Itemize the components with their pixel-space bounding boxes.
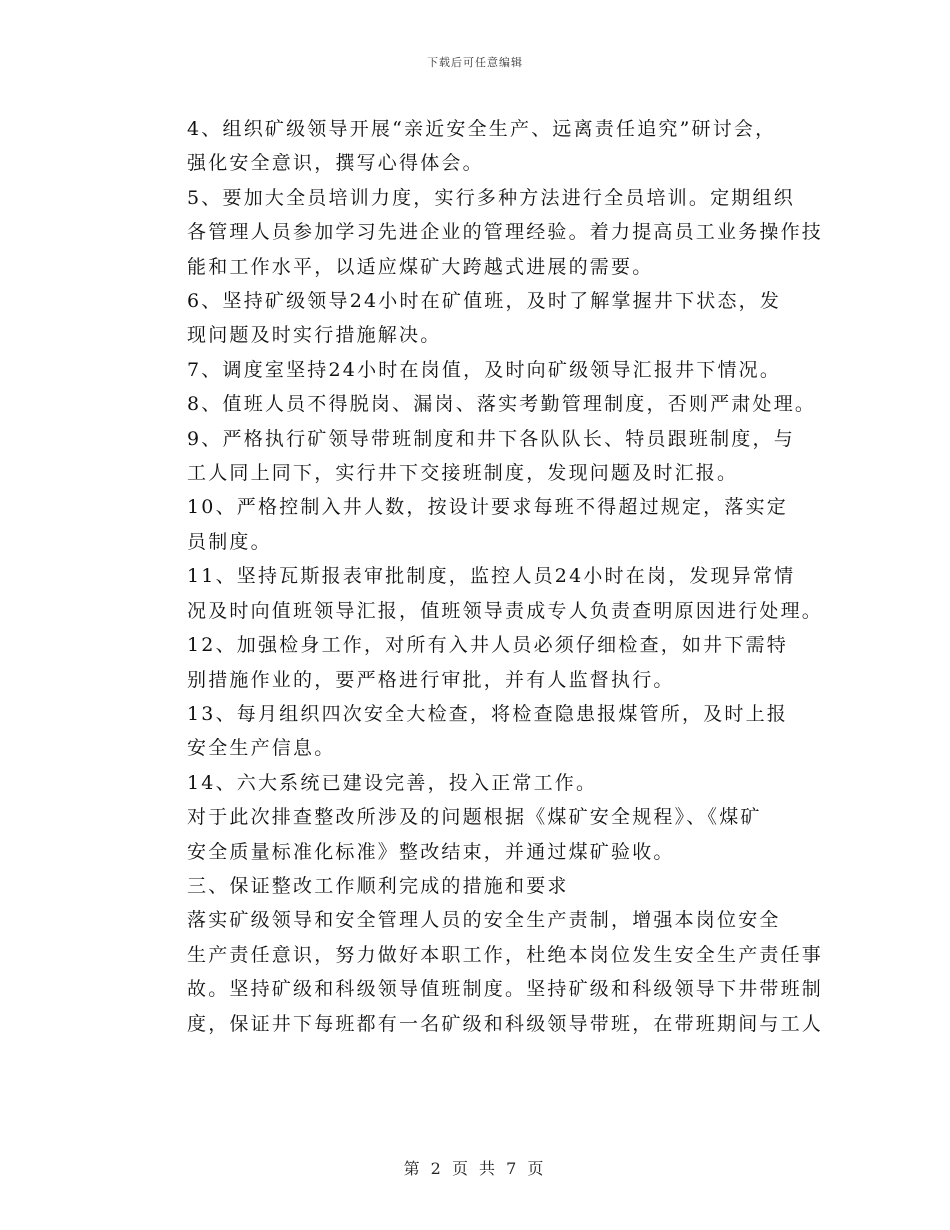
paragraph [140,697,820,766]
paragraph-line: 4、组织矿级领导开展“亲近安全生产、远离责任追究”研讨会， [187,118,777,140]
paragraph [140,112,820,181]
paragraph-line: 6、坚持矿级领导24小时在矿值班，及时了解掌握井下状态，发 [187,290,782,313]
paragraph-line: 安全质量标准化标准》整改结束，并通过煤矿验收。 [187,840,675,863]
paragraph [140,353,820,387]
paragraph-line: 11、坚持瓦斯报表审批制度，监控人员24小时在岗，发现异常情 [187,565,796,588]
paragraph-line: 各管理人员参加学习先进企业的管理经验。着力提高员工业务操作技 [187,221,824,244]
paragraph [140,387,820,421]
paragraph-line: 12、加强检身工作，对所有入井人员必须仔细检查，如井下需特 [187,634,788,657]
paragraph-line: 8、值班人员不得脱岗、漏岗、落实考勤管理制度，否则严肃处理。 [187,393,817,416]
paragraph-line: 13、每月组织四次安全大检查，将检查隐患报煤管所，及时上报 [187,702,788,725]
page-header: 下载后可任意编辑 [427,56,523,69]
paragraph [140,559,824,628]
paragraph-line: 5、要加大全员培训力度，实行多种方法进行全员培训。定期组织 [187,186,795,209]
paragraph-line: 故。坚持矿级和科级领导值班制度。坚持矿级和科级领导下井带班制 [187,978,824,1001]
paragraph-line: 9、严格执行矿领导带班制度和井下各队队长、特员跟班制度，与 [187,427,795,450]
paragraph [140,422,820,491]
paragraph-line: 工人同上同下，实行井下交接班制度，发现问题及时汇报。 [187,462,739,485]
paragraph-line: 落实矿级领导和安全管理人员的安全生产责制，增强本岗位安全 [187,909,781,932]
paragraph-line: 度，保证井下每班都有一名矿级和科级领导带班，在带班期间与工人 [187,1012,824,1035]
paragraph [140,869,820,903]
document-body [140,112,824,1041]
paragraph [140,490,820,559]
paragraph-line: 员制度。 [187,530,272,553]
paragraph-line: 强化安全意识，撰写心得体会。 [187,152,484,175]
paragraph [140,181,824,284]
paragraph-line: 现问题及时实行措施解决。 [187,324,442,347]
paragraph [140,800,820,869]
paragraph [140,628,820,697]
paragraph-line: 安全生产信息。 [187,737,336,760]
paragraph-line: 10、严格控制入井人数，按设计要求每班不得超过规定，落实定 [187,496,788,519]
paragraph [140,766,820,800]
paragraph-line: 生产责任意识，努力做好本职工作，杜绝本岗位发生安全生产责任事 [187,943,824,966]
paragraph-line: 况及时向值班领导汇报，值班领导责成专人负责查明原因进行处理。 [187,599,824,622]
paragraph [140,903,824,1041]
paragraph-line: 7、调度室坚持24小时在岗值，及时向矿级领导汇报井下情况。 [187,358,782,381]
paragraph-line: 能和工作水平，以适应煤矿大跨越式进展的需要。 [187,255,654,278]
paragraph-line: 三、保证整改工作顺利完成的措施和要求 [187,874,569,897]
paragraph [140,284,820,353]
paragraph-line: 别措施作业的，要严格进行审批，并有人监督执行。 [187,668,675,691]
paragraph-line: 14、六大系统已建设完善，投入正常工作。 [187,771,598,794]
page-footer: 第 2 页 共 7 页 [403,1159,547,1178]
paragraph-line: 对于此次排查整改所涉及的问题根据《煤矿安全规程》、《煤矿 [187,806,762,829]
